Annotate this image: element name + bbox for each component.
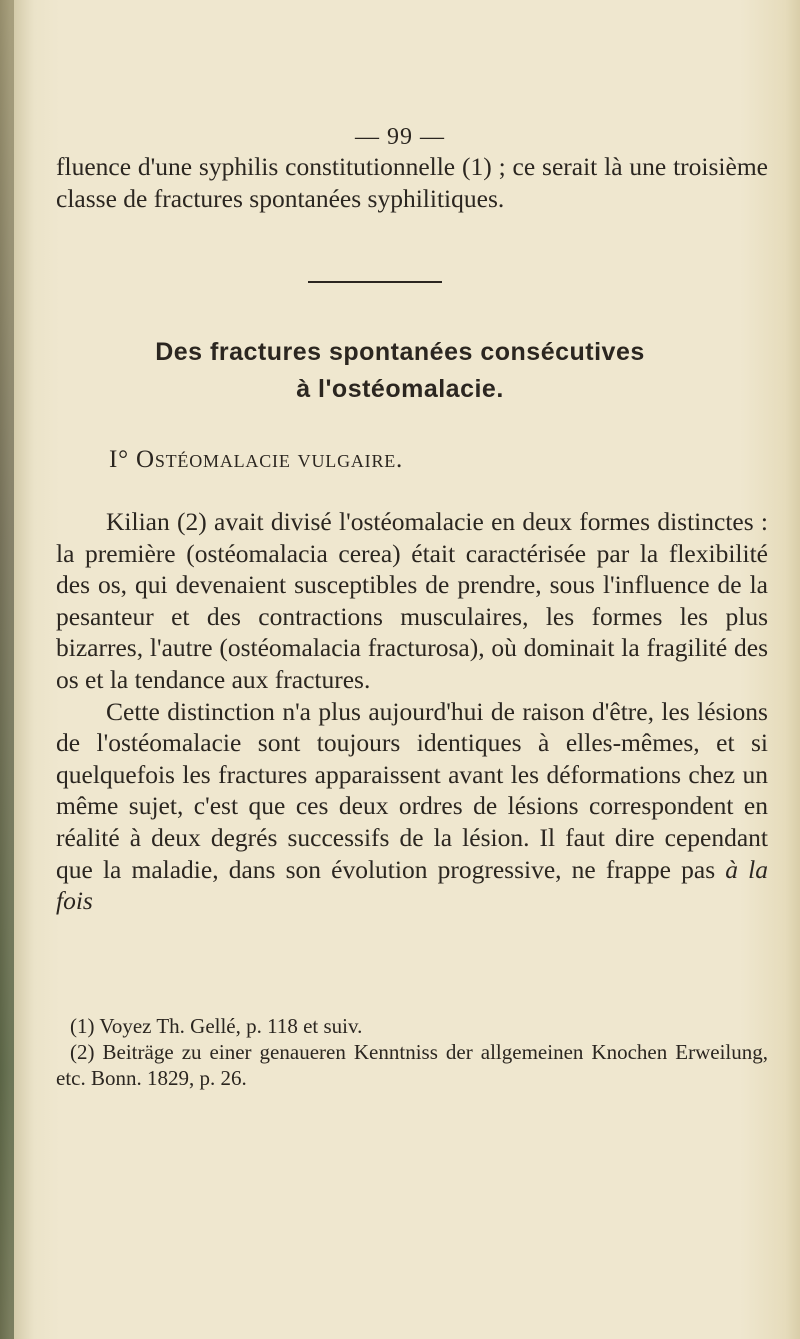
paragraph-2: Kilian (2) avait divisé l'ostéomalacie en deux formes distinctes : la première (ostéomalacia cerea) était caractérisée par la flexibilité des os, qui devenaient susceptibles de prendre, sous l'influence de la pesanteur et des contractions musculaires, les formes les plus bizarres, l'autre (ostéomalacia fracturosa), où dominait la fragilité des os et la tendance aux fractures. [56,507,768,694]
footnote-1: (1) Voyez Th. Gellé, p. 118 et suiv. [70,1014,363,1038]
section-title [0,334,800,408]
page-number: — 99 — [355,124,445,150]
paragraph-continuation [56,151,768,214]
footnote-2: (2) Beiträge zu einer genaueren Kenntniss der allgemeinen Knochen Erweilung, etc. Bonn. 1829, p. 26. [56,1040,768,1090]
paragraph-3-text: Cette distinction n'a plus aujourd'hui de raison d'être, les lésions de l'ostéomalacie sont toujours identiques à elles-mêmes, et si quelquefois les fractures apparaissent avant les déformations chez un même sujet, c'est que ces deux ordres de lésions correspondent en réalité à deux degrés successifs de la lésion. Il faut dire cependant que la maladie, dans son évolution progressive, ne frappe pas [56,696,768,884]
section-title-line-2: à l'ostéomalacie. [296,375,504,403]
section-title-line-1: Des fractures spontanées consécutives [155,338,645,366]
paragraph-3-italic: à la fois [56,854,769,916]
paragraph-1: fluence d'une syphilis constitutionnelle (1) ; ce serait là une troisième classe de fractures spontanées syphilitiques. [56,152,768,213]
main-text [56,506,768,917]
footnotes [56,1013,768,1091]
paragraph-3 [56,696,768,917]
subsection-title: I° Ostéomalacie vulgaire. [109,446,404,473]
book-gutter-shadow [0,0,14,1339]
section-divider-rule [308,281,442,283]
